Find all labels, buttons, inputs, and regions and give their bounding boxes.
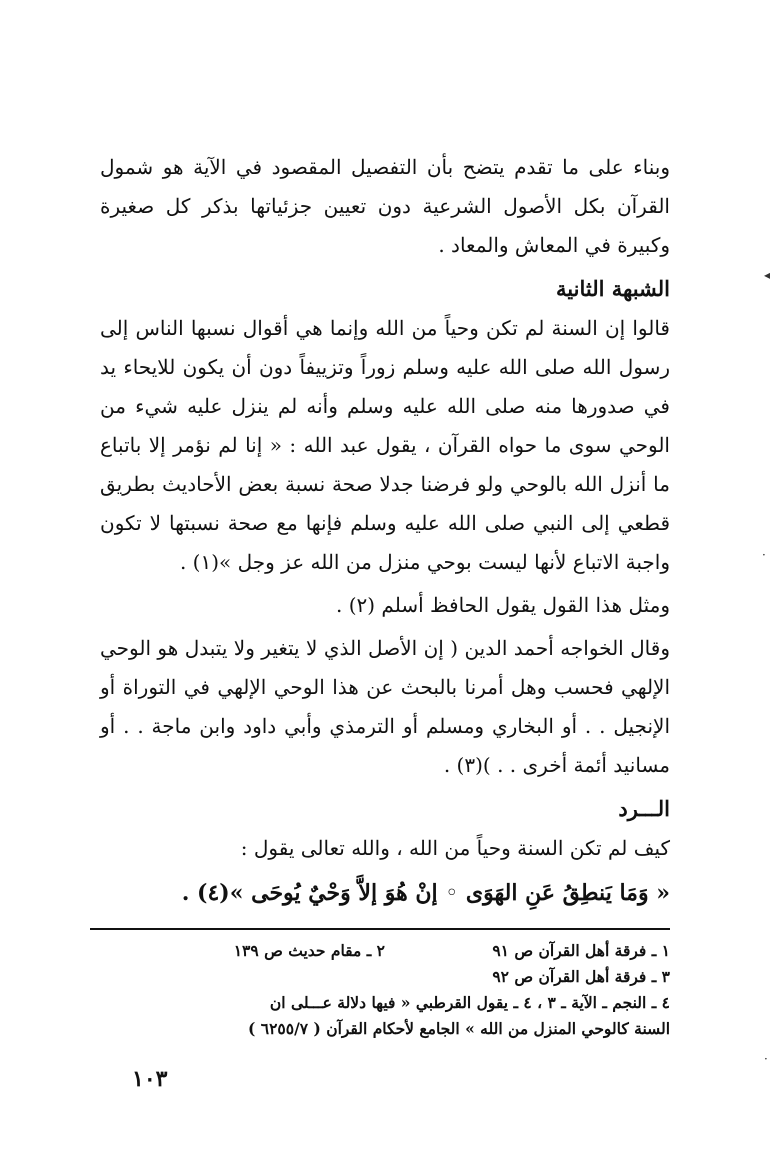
footnote-row bbox=[100, 938, 670, 964]
paragraph-claim: قالوا إن السنة لم تكن وحياً من الله وإنما هي أقوال نسبها الناس إلى رسول الله صلى الله عليه وسلم زوراً وتزييفاً دون أن يكون للايحاء يد في صدورها منه صلى الله عليه وسلم وأنه لم ينزل عليه شيء من الوحي سوى ما حواه القرآن ، يقول عبد الله : « إنا لم نؤمر إلا باتباع ما أنزل الله بالوحي ولو فرضنا جدلا صحة نسبة بعض الأحاديث بطريق قطعي إلى النبي صلى الله عليه وسلم فإنها مع صحة نسبتها لا تكون واجبة الاتباع لأنها ليست بوحي منزل من الله عز وجل »(١) . bbox=[100, 316, 670, 574]
page-body bbox=[100, 148, 670, 1042]
paragraph-hafiz-aslam: ومثل هذا القول يقول الحافظ أسلم (٢) . bbox=[335, 593, 670, 617]
footnote-3: ٣ ـ فرقة أهل القرآن ص ٩٢ bbox=[492, 967, 670, 986]
heading-response: الـــرد bbox=[618, 796, 670, 821]
footnote-4-line-1: ٤ ـ النجم ـ الآية ـ ٣ ، ٤ ـ يقول القرطبي « فيها دلالة عـــلى ان bbox=[269, 993, 670, 1012]
footnote-divider bbox=[90, 928, 670, 930]
heading-second-doubt: الشبهة الثانية bbox=[556, 276, 670, 301]
paragraph-khawaja-quote: وقال الخواجه أحمد الدين ( إن الأصل الذي لا يتغير ولا يتبدل هو الوحي الإلهي فحسب وهل أمرنا بالبحث عن هذا الوحي الإلهي في التوراة أو الإنجيل . . أو البخاري ومسلم أو الترمذي وأبي داود وابن ماجة . . أو مسانيد أئمة أخرى . . )(٣) . bbox=[100, 636, 670, 777]
scan-mark: · bbox=[764, 1052, 768, 1066]
scan-mark: · bbox=[762, 548, 766, 562]
scan-mark: ◂ bbox=[764, 268, 771, 282]
quran-verse: « وَمَا يَنطِقُ عَنِ الهَوَى ◦ إنْ هُوَ إلاَّ وَحْيٌ يُوحَى »(٤) . bbox=[181, 880, 670, 906]
footnote-1: ١ ـ فرقة أهل القرآن ص ٩١ bbox=[492, 941, 670, 960]
page-number: ١٠٣ bbox=[132, 1066, 168, 1092]
footnote-4-line-2: السنة كالوحي المنزل من الله » الجامع لأحكام القرآن ( ٦٢٥٥/٧ ) bbox=[248, 1019, 670, 1038]
paragraph-conclusion: وبناء على ما تقدم يتضح بأن التفصيل المقصود في الآية هو شمول القرآن بكل الأصول الشرعية دون تعيين جزئياتها بذكر كل صغيرة وكبيرة في المعاش والمعاد . bbox=[100, 155, 670, 257]
footnote-2: ٢ ـ مقام حديث ص ١٣٩ bbox=[233, 941, 385, 960]
paragraph-response: كيف لم تكن السنة وحياً من الله ، والله تعالى يقول : bbox=[240, 836, 670, 860]
